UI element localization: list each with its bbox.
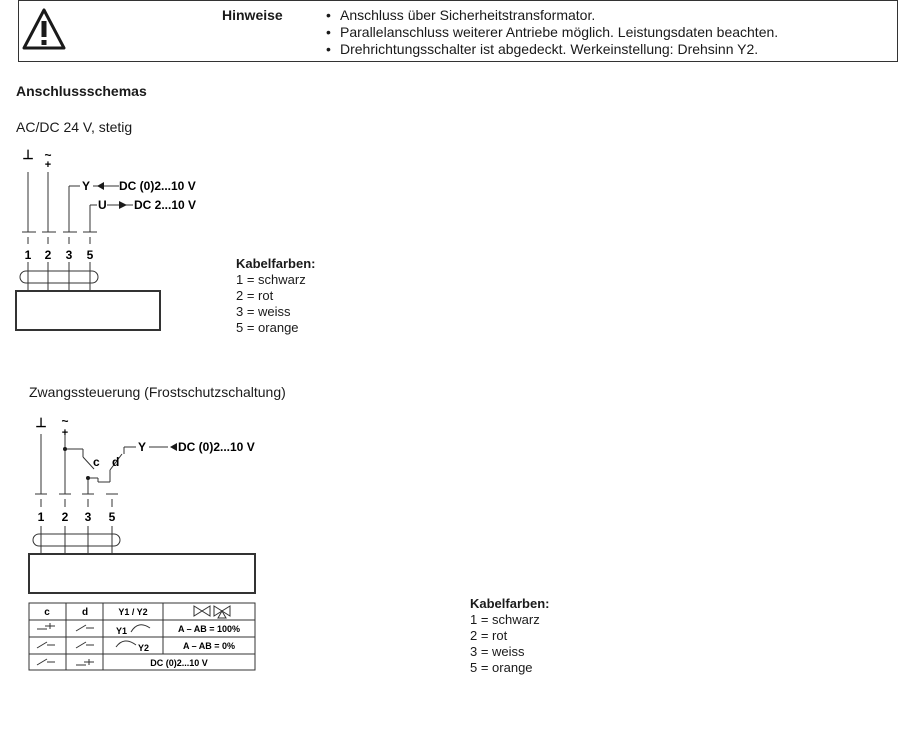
terminal-label: 3 [84, 510, 92, 524]
terminal-label: 5 [86, 248, 94, 262]
terminal-label: 5 [108, 510, 116, 524]
switch-c-label: c [93, 455, 100, 469]
signal-y-label: DC (0)2...10 V [178, 440, 255, 454]
plus-symbol: + [44, 159, 52, 171]
notice-label: Hinweise [222, 7, 283, 23]
cable-colors-heading: Kabelfarben: [236, 256, 316, 271]
cable-color-entry: 5 = orange [470, 660, 533, 675]
actuator-box [16, 291, 160, 330]
terminal-label: 3 [65, 248, 73, 262]
result-label: A – AB = 100% [177, 624, 241, 634]
switch-open-icon [37, 642, 55, 648]
cable-color-entry: 5 = orange [236, 320, 299, 335]
signal-y-letter: Y [138, 440, 147, 454]
table-header: d [81, 607, 89, 618]
cable-colors-heading: Kabelfarben: [470, 596, 550, 611]
terminal-label: 1 [24, 248, 32, 262]
direction-label: Y1 [116, 626, 128, 636]
notice-item: • Parallelanschluss weiterer Antriebe möglich. Leistungsdaten beachten. [326, 24, 778, 41]
rotation-arrow-icon [131, 625, 150, 632]
table-header: c [44, 607, 50, 618]
cable-color-entry: 1 = schwarz [236, 272, 306, 287]
switch-closed-icon [37, 623, 55, 629]
ac-symbol: ~ [61, 414, 69, 428]
switch-closed-icon [76, 659, 94, 665]
ground-symbol: ⊥ [35, 415, 47, 430]
table-header: Y1 / Y2 [118, 607, 148, 617]
cable-colors-2 [470, 596, 549, 676]
result-label: A – AB = 0% [182, 641, 236, 651]
cable-color-entry: 2 = rot [236, 288, 274, 303]
signal-y-label: DC (0)2...10 V [119, 179, 196, 193]
diagram1-subtitle: AC/DC 24 V, stetig [16, 119, 133, 135]
cable-color-entry: 3 = weiss [236, 304, 291, 319]
switch-open-icon [76, 642, 94, 648]
junction-dot [86, 476, 90, 480]
ac-symbol: ~ [44, 148, 52, 162]
cable-color-entry: 1 = schwarz [470, 612, 540, 627]
switch-open-icon [37, 659, 55, 665]
terminal-label: 2 [44, 248, 52, 262]
signal-u-label: DC 2...10 V [134, 198, 197, 212]
valve-symbols-icon [194, 606, 230, 618]
cable-color-entry: 3 = weiss [470, 644, 525, 659]
junction-dot [63, 447, 67, 451]
switch-open-icon [76, 625, 94, 631]
rotation-arrow-icon [116, 641, 136, 647]
signal-y-letter: Y [82, 179, 91, 193]
terminal-label: 2 [61, 510, 69, 524]
actuator-box [29, 554, 255, 593]
result-label: DC (0)2...10 V [150, 658, 208, 668]
arrow-icon [170, 443, 177, 451]
direction-label: Y2 [138, 643, 150, 653]
notice-item: • Anschluss über Sicherheitstransformator. [326, 7, 778, 24]
switch-d-label: d [112, 455, 120, 469]
section-title: Anschlussschemas [16, 83, 147, 99]
arrow-icon [119, 201, 127, 209]
cable-colors-1 [236, 256, 315, 336]
arrow-icon [97, 182, 104, 190]
ground-symbol: ⊥ [22, 147, 34, 162]
notice-item: • Drehrichtungsschalter ist abgedeckt. Werkeinstellung: Drehsinn Y2. [326, 41, 778, 58]
terminal-label: 1 [37, 510, 45, 524]
signal-u-letter: U [98, 198, 107, 212]
plus-symbol: + [61, 427, 69, 439]
cable-color-entry: 2 = rot [470, 628, 508, 643]
diagram2-subtitle: Zwangssteuerung (Frostschutzschaltung) [29, 384, 286, 400]
